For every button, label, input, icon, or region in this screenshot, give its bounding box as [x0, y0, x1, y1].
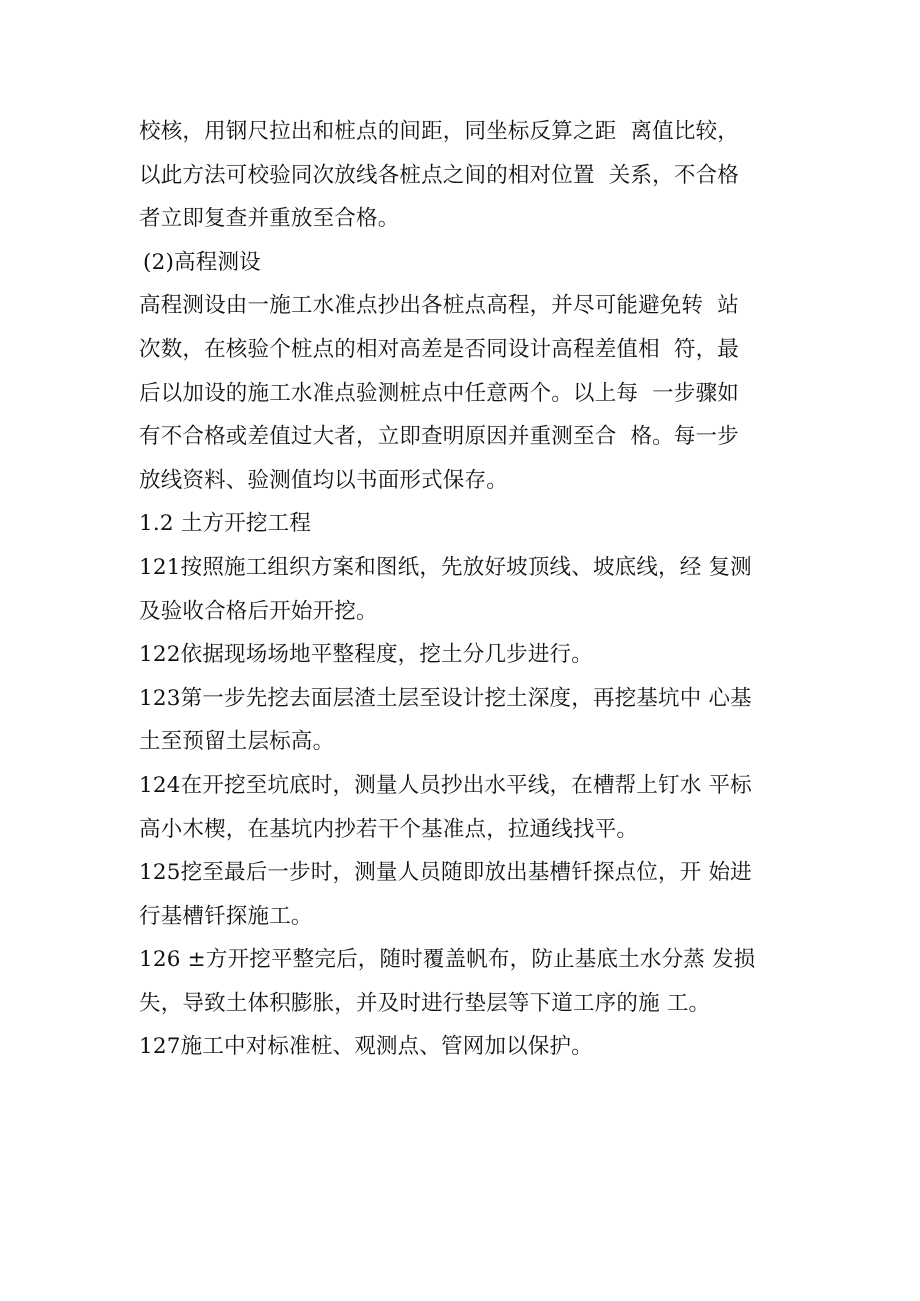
text-line: 121按照施工组织方案和图纸，先放好坡顶线、坡底线，经 复测 — [139, 554, 752, 580]
text-line: 高程测设由一施工水准点抄出各桩点高程，并尽可能避免转 站 — [139, 293, 739, 319]
text-line: 行基槽钎探施工。 — [139, 903, 313, 929]
text-line: 土至预留土层标高。 — [139, 729, 335, 755]
text-line: 放线资料、验测值均以书面形式保存。 — [139, 467, 508, 493]
text-line: 校核，用钢尺拉出和桩点的间距，同坐标反算之距 离值比较， — [139, 119, 739, 144]
text-line: 122依据现场场地平整程度，挖土分几步进行。 — [139, 642, 593, 668]
text-line: 126 ±方开挖平整完后，随时覆盖帆布，防止基底土水分蒸 发损 — [139, 947, 756, 973]
text-line: 次数，在核验个桩点的相对高差是否同设计高程差值相 符，最 — [139, 336, 739, 362]
text-line: 后以加设的施工水准点验测桩点中任意两个。以上每 一步骤如 — [139, 380, 739, 406]
text-line: 125挖至最后一步时，测量人员随即放出基槽钎探点位，开 始进 — [139, 860, 752, 886]
section-heading: (2)高程测设 — [143, 249, 261, 275]
text-line: 者立即复查并重放至合格。 — [139, 206, 400, 232]
document-body — [139, 110, 789, 1069]
text-line: 123第一步先挖去面层渣土层至设计挖土深度，再挖基坑中 心基 — [139, 685, 752, 711]
text-line: 124在开挖至坑底时，测量人员抄出水平线，在槽帮上钉水 平标 — [139, 772, 752, 798]
text-line: 127施工中对标准桩、观测点、管网加以保护。 — [139, 1034, 593, 1060]
text-line: 高小木楔，在基坑内抄若干个基准点，拉通线找平。 — [139, 816, 639, 842]
text-line: 有不合格或差值过大者，立即查明原因并重测至合 格。每一步 — [139, 424, 739, 450]
text-line: 及验收合格后开始开挖。 — [139, 598, 378, 624]
text-line: 失，导致土体积膨胀，并及时进行垫层等下道工序的施 工。 — [139, 990, 711, 1016]
section-heading: 1.2 土方开挖工程 — [139, 511, 312, 537]
text-line: 以此方法可校验同次放线各桩点之间的相对位置 关系，不合格 — [139, 162, 739, 188]
